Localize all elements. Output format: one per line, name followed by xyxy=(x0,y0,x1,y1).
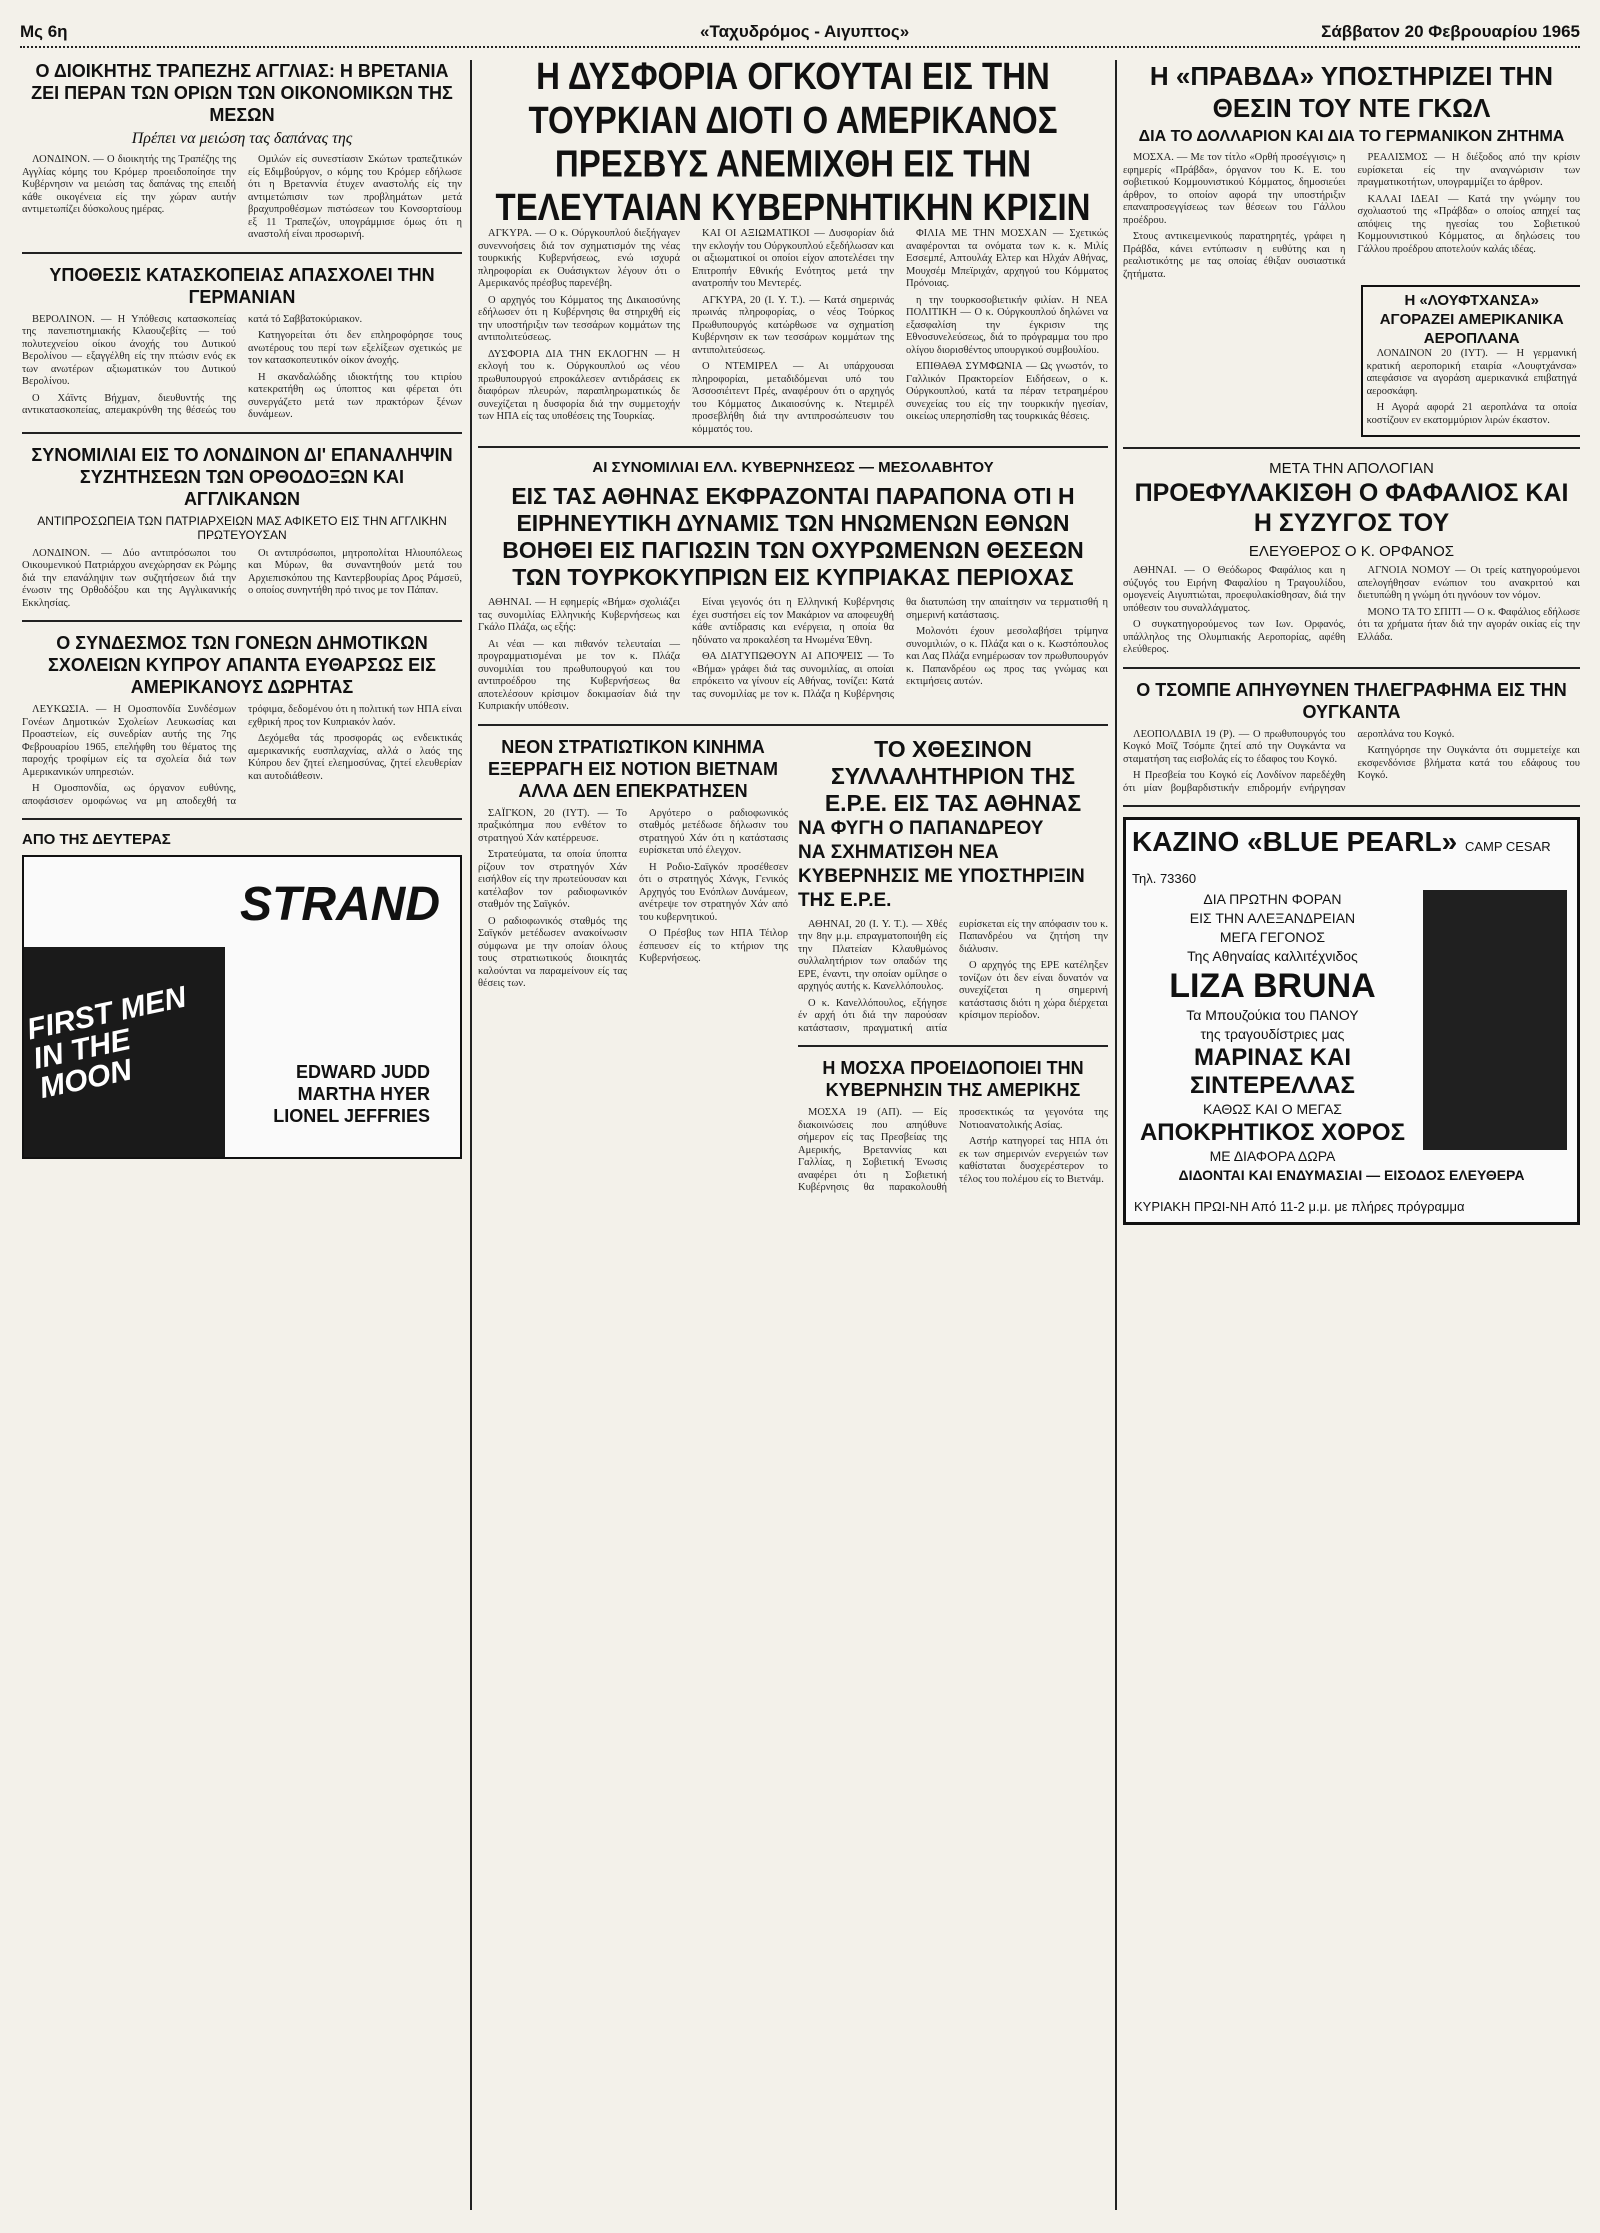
newspaper-name: «Ταχυδρόμος - Αιγυπτος» xyxy=(700,22,910,41)
article-orthodox-body: ΛΟΝΔΙΝΟΝ. — Δύο αντιπρόσωποι του Οικουμενικού Πατριάρχου ανεχώρησαν εκ Ρώμης διά την επανάληψιν των συζητήσεων διά την ένωσιν της Ορθοδόξου και της Αγγλικανικής Εκκλησίας. Οι αντιπρόσωποι, μητροπολίται Ηλιουπόλεως και Μύρων, θα συναντηθούν μετά του Αρχιεπισκόπου της Καντερβουρίας Δρος Ράμσεϋ, ο οποίος συνηντήθη πρό τινος με τον Πάπαν. xyxy=(22,547,462,609)
rally-demand-1: ΝΑ ΦΥΓΗ Ο ΠΑΠΑΝΔΡΕΟΥ xyxy=(798,817,1044,839)
center-column xyxy=(478,60,1108,2220)
vietnam-article: ΝΕΟΝ ΣΤΡΑΤΙΩΤΙΚΟΝ ΚΙΝΗΜΑ ΕΞΕΡΡΑΓΗ ΕΙΣ ΝΟΤΙΟΝ ΒΙΕΤΝΑΜ ΑΛΛΑ ΔΕΝ ΕΠΕΚΡΑΤΗΣΕΝ ΣΑΪΓΚΟΝ, 20 (ΙΥΤ). — Το πραξικόπημα που ενθέτον το στρατηγού Χάν κατέρρευσε. Στρατεύματα, τα οποία ύποπτα ρίζουν τον στρατηγόν Χάν εισήλθον είς την πρωτεύουσαν και κατέλαβον τον ραδιοφωνικόν σταθμόν της Σαϊγκόν. Ο ραδιοφωνικός σταθμός της Σαϊγκόν μετέδωσεν ανακοίνωσιν σύμφωνα με την οποίαν όλους τους στρατιωτικούς διοικητάς καλούνται να παραμείνουν είς τας θέσεις των. Αργότερο ο ραδιοφωνικός σταθμός μετέδωσε δήλωσιν του στρατηγού Χάν ότι η κατάστασις ευρίσκεται υπό έλεγχον. Η Ροδιο-Σαϊγκόν προσέθεσεν ότι ο στρατηγός Χάνγκ, Γενικός Αρχηγός του Ενόπλων Δυνάμεων, ανέτρεψε τον στρατηγόν Χάν από του κυβερνητικού. Ο Πρέσβυς των ΗΠΑ Τέιλορ έσπευσεν είς το κτήριον της Κυβερνήσεως. xyxy=(478,736,788,989)
subheadline-orfanos: ΕΛΕΥΘΕΡΟΣ Ο Κ. ΟΡΦΑΝΟΣ xyxy=(1248,543,1455,560)
headline-cyprus-parents: Ο ΣΥΝΔΕΣΜΟΣ ΤΩΝ ΓΟΝΕΩΝ ΔΗΜΟΤΙΚΩΝ ΣΧΟΛΕΙΩΝ ΚΥΠΡΟΥ ΑΠΑΝΤΑ ΕΥΘΑΡΣΩΣ ΕΙΣ ΑΜΕΡΙΚΑΝΟΥΣ ΔΩΡΗΤΑΣ xyxy=(48,633,436,697)
headline-athens-complaints: ΕΙΣ ΤΑΣ ΑΘΗΝΑΣ ΕΚΦΡΑΖΟΝΤΑΙ ΠΑΡΑΠΟΝΑ ΟΤΙ Η ΕΙΡΗΝΕΥΤΙΚΗ ΔΥΝΑΜΙΣ ΤΩΝ ΗΝΩΜΕΝΩΝ ΕΘΝΩΝ ΒΟΗΘΕΙ ΕΙΣ ΠΑΓΙΩΣΙΝ ΤΩΝ ΟΧΥΡΩΜΕΝΩΝ ΘΕΣΕΩΝ ΤΩΝ ΤΟΥΡΚΟΚΥΠΡΙΩΝ ΕΙΣ ΚΥΠΡΙΑΚΑΣ ΠΕΡΙΟΧΑΣ xyxy=(502,483,1084,590)
article-espionage-body: ΒΕΡΟΛΙΝΟΝ. — Η Υπόθεσις κατασκοπείας της πανεπιστημιακής Κλαουζεβίτς — τού πολυτεχνείου οίκου άνοχής του Δυτικού Βερολίνου — εξαγγέλθη είς την πτώσιν ενός εκ των ανωτέρων αξιωματικών του Δυτικού Βερολίνου. Ο Χάϊντς Βήχμαν, διευθυντής της αντικατασκοπείας, απεμακρύνθη της θέσεώς του κατά τό Σαββατοκύριακον. Κατηγορείται ότι δεν επληροφόρησε τους ανωτέρους του περί των εξελίξεων σχετικώς με τον κατασκοπευτικόν οίκον άνοχής. Η σκανδαλώδης ιδιοκτήτης του κτιρίου κατεκρατήθη ως ύποπτος και φέρεται ότι συνεργάζετο μετά των πρακτόρων ξένων δυνάμεων. xyxy=(22,313,462,420)
cinema-name: STRAND xyxy=(240,878,440,931)
ad-label: ΑΠΟ ΤΗΣ ΔΕΥΤΕΡΑΣ xyxy=(22,831,171,848)
article-athens-body: ΑΘΗΝΑΙ. — Η εφημερίς «Βήμα» σχολιάζει τας συνομιλίας Ελληνικής Κυβερνήσεως και Γκάλο Πλάζα, ως εξής: Αι νέαι — και πιθανόν τελευταίαι — προγραμματισμέναι με τον κ. Πλάζα συνομιλίαι του πρωθυπουργού και του αντιπροέδρου της Κυβερνήσεως θα αποτελέσουν κρίσιμον δοκιμασίαν διά την Κυπριακήν υπόθεσιν. Είναι γεγονός ότι η Ελληνική Κυβέρνησις έχει συστήσει είς τον Μακάριον να αποφευχθή κάθε αντίδρασις και ενέργεια, η οποία θα ηδύνατο να προκαλέση τα Ηνωμένα Έθνη. ΘΑ ΔΙΑΤΥΠΩΘΟΥΝ ΑΙ ΑΠΟΨΕΙΣ — Το «Βήμα» γράφει διά τας συνομιλίας, αι οποίαι επρόκειτο να γίνουν είς Αθήνας, τονίζει: Κατά τας συνομιλίας με τον κ. Πλάζα η Κυβέρνησις θα διατυπώση την απαίτησιν να τερματισθή η σημερινή κατάστασις. Μολονότι έχουν μεσολαβήσει τρίμηνα συνομιλιών, ο κ. Πλάζα και ο κ. Κωστόπουλος και Λας Πλάζα ενημέρωσαν τον πρωθυπουργόν κ. Παπανδρέου ως προς τας γνώμας και εκτιμήσεις αυτών. xyxy=(478,597,1108,712)
headline-ere-rally: ΤΟ ΧΘΕΣΙΝΟΝ ΣΥΛΛΑΛΗΤΗΡΙΟΝ ΤΗΣ Ε.Ρ.Ε. ΕΙΣ ΤΑΣ ΑΘΗΝΑΣ xyxy=(824,735,1082,816)
lead-headline-turkey: Η ΔΥΣΦΟΡΙΑ ΟΓΚΟΥΤΑΙ ΕΙΣ ΤΗΝ ΤΟΥΡΚΙΑΝ ΔΙΟΤΙ Ο ΑΜΕΡΙΚΑΝΟΣ ΠΡΕΣΒΥΣ ΑΝΕΜΙΧΘΗ ΕΙΣ ΤΗΝ ΤΕΛΕΥΤΑΙΑΝ ΚΥΒΕΡΝΗΤΙΚΗΝ ΚΡΙΣΙΝ xyxy=(495,60,1091,229)
subheadline-orthodox: ΑΝΤΙΠΡΟΣΩΠΕΙΑ ΤΩΝ ΠΑΤΡΙΑΡΧΕΙΩΝ ΜΑΣ ΑΦΙΚΕΤΟ ΕΙΣ ΤΗΝ ΑΓΓΛΙΚΗΝ ΠΡΩΤΕΥΟΥΣΑΝ xyxy=(37,513,447,542)
headline-tshombe: Ο ΤΣΟΜΠΕ ΑΠΗΥΘΥΝΕΝ ΤΗΛΕΓΡΑΦΗΜΑ ΕΙΣ ΤΗΝ ΟΥΓΚΑΝΤΑ xyxy=(1136,679,1567,722)
subheadline-pravda: ΔΙΑ ΤΟ ΔΟΛΛΑΡΙΟΝ ΚΑΙ ΔΙΑ ΤΟ ΓΕΡΜΑΝΙΚΟΝ ΖΗΤΗΜΑ xyxy=(1138,128,1565,145)
lead-article-body: ΑΓΚΥΡΑ. — Ο κ. Ούργκουπλού διεξήγαγεν συνεννοήσεις διά τον σχηματισμόν της νέας τουρκικής Κυβερνήσεως, ενώ ισχυρά πληροφορίαι εκ Ουάσιγκτων λέγουν ότι ο Αμερικανός πρέσβυς παρενέβη. Ο αρχηγός του Κόμματος της Δικαιοσύνης εδήλωσεν ότι η Κυβέρνησις θα στηριχθή είς την υποστήριξιν των τεσσάρων κομμάτων της αντιπολιτεύσεως. ΔΥΣΦΟΡΙΑ ΔΙΑ ΤΗΝ ΕΚΛΟΓΗΝ — Η εκλογή του κ. Ούργκουπλού ως νέου πρωθυπουργού επροκάλεσεν αντιδράσεις εκ διαφόρων πλευρών, παραπληρωματικώς δε συνεχίζεται η δυσφορία διά την συμμετοχήν των ΗΠΑ είς τας υποθέσεις της Τουρκίας. ΚΑΙ ΟΙ ΑΞΙΩΜΑΤΙΚΟΙ — Δυσφορίαν διά την εκλογήν του Ούργκουπλού εξεδήλωσαν και οι αξιωματικοί οι οποίοι είχον αποτελέσει την Επιτροπήν Εθνικής Ενότητος μετά την ανατροπήν του Μεντερές. ΑΓΚΥΡΑ, 20 (Ι. Υ. Τ.). — Κατά σημερινάς πρωινάς πληροφορίας, ο νέος Τούρκος Πρωθυπουργός κατώρθωσε να σχηματίση Κυβέρνησιν εκ των τεσσάρων κομμάτων της αντιπολιτεύσεως. Ο ΝΤΕΜΙΡΕΛ — Αι υπάρχουσαι πληροφορίαι, μεταδιδόμεναι υπό του Άσσοσιέιτεντ Πρές, αναφέρουν ότι ο αρχηγός του Κόμματος Δικαιοσύνης κ. Ντεμιρέλ προσεβλήθη διά την αντιπροσώπευσιν του κόμματός του. ΦΙΛΙΑ ΜΕ ΤΗΝ ΜΟΣΧΑΝ — Σχετικώς αναφέρονται τα ονόματα των κ. κ. Μιλίς Εσσεμπέ, Απτουλάχ Ελτερ και Ηλχάν Αθήνας, Μουχσέμ Μπεϊριχάν, αρχηγού του Κόμματος Πρόνοιας. η την τουρκοσοβιετικήν φιλίαν. Η ΝΕΑ ΠΟΛΙΤΙΚΗ — Ο κ. Ούργκουπλού δηλώνει να εξασφαλίση την έγκρισιν της Εθνοσυνελεύσεως, διά το πρόγραμμα του προ ολίγου διορισθέντος υπουργικού συμβουλίου. ΕΠΙΘΑΘΑ ΣΥΜΦΩΝΙΑ — Ως γνωστόν, το Γαλλικόν Πρακτορείον Ειδήσεων, ο κ. Ούργκουπλού, κατά τα πέραν τετραημέρου συνεχείας του είς την τουρκικήν ηγεσίαν, οικείως υπερησπίσθη τας τουρκικάς θέσεις. xyxy=(478,228,1108,435)
article-pravda-body: ΜΟΣΧΑ. — Με τον τίτλο «Ορθή προσέγγισις» η εφημερίς «Πράβδα», όργανον του Κ. Ε. του σοβιετικού Κομμουνιστικού Κόμματος, δημοσιεύει άρθρον, το οποίον αφορά την υποστήριξιν επαναπροσεγγίσεως των θέσεων του Γάλλου προέδρου. Στους αντικειμενικούς παρατηρητές, γράφει η Πράβδα, κάνει εντύπωσιν η ευθύτης και η ρεαλιστικότης με τας οποίας έθιξαν ουσιαστικά ζητήματα. ΡΕΑΛΙΣΜΟΣ — Η διέξοδος από την κρίσιν ευρίσκεται είς την αναγνώρισιν των πραγματικοτήτων, υπογραμμίζει το άρθρον. ΚΑΛΑΙ ΙΔΕΑΙ — Κατά την γνώμην του σχολιαστού της «Πράβδα» ο οποίος απηχεί τας απόψεις της ηγεσίας του Σοβιετικού Κομμουνιστικού Κόμματος, αι δηλώσεις του Γάλλου προέδρου αποτελούν καλάς ιδέας. xyxy=(1123,152,1580,280)
film-title: FIRST MEN IN THE MOON xyxy=(24,980,190,1106)
headline-orthodox-anglican: ΣΥΝΟΜΙΛΙΑΙ ΕΙΣ ΤΟ ΛΟΝΔΙΝΟΝ ΔΙ' ΕΠΑΝΑΛΗΨΙΝ ΣΥΖΗΤΗΣΕΩΝ ΤΩΝ ΟΡΘΟΔΟΞΩΝ ΚΑΙ ΑΓΓΛΙΚΑΝΩΝ xyxy=(31,444,453,509)
ere-rally-article: ΤΟ ΧΘΕΣΙΝΟΝ ΣΥΛΛΑΛΗΤΗΡΙΟΝ ΤΗΣ Ε.Ρ.Ε. ΕΙΣ ΤΑΣ ΑΘΗΝΑΣ ΝΑ ΦΥΓΗ Ο ΠΑΠΑΝΔΡΕΟΥ ΝΑ ΣΧΗΜΑΤΙΣΘΗ ΝΕΑ ΚΥΒΕΡΝΗΣΙΣ ΜΕ ΥΠΟΣΤΗΡΙΞΙΝ ΤΗΣ Ε.Ρ.Ε. ΑΘΗΝΑΙ, 20 (Ι. Υ. Τ.). — Χθές την 8ην μ.μ. επραγματοποιήθη είς την Πλατείαν Κλαυθμώνος συλλαλητήριον των οπαδών της ΕΡΕ, έναντι, την οποίαν ομίλησε ο αρχηγός αυτής κ. Κανελλόπουλος. Ο κ. Κανελλόπουλος, εξήγησε έν αρχή ότι διά την παρούσαν κατάστασιν, πραγματική αιτία ευρίσκεται είς την απόφασιν του κ. Παπανδρέου να ζητήση την διάλυσιν. Ο αρχηγός της ΕΡΕ κατέληξεν τονίζων ότι δεν είναι δυνατόν να συνεχίζεται η σημερινή κατάστασις διότι η χώρα διέρχεται κρίσιμον περίοδον. Η ΜΟΣΧΑ ΠΡΟΕΙΔΟΠΟΙΕΙ ΤΗΝ ΚΥΒΕΡΝΗΣΙΝ ΤΗΣ ΑΜΕΡΙΚΗΣ ΜΟΣΧΑ 19 (ΑΠ). — Είς διακοινώσεις που απηύθυνε σήμερον είς τας Πρεσβείας της Αμερικής, Βρεταννίας και Γαλλίας, η Σοβιετική Ένωσις αναφέρει ότι η Σοβιετική Κυβέρνησις θα παρακολουθή προσεκτικώς τα γεγονότα της Νοτιοανατολικής Ασίας. Αστήρ κατηγορεί τας ΗΠΑ ότι εκ των σημερινών ενεργειών των καθίσταται δυσχερέστερον το τέλος του πολέμου είς το Βιετνάμ. xyxy=(798,735,1108,1193)
cinema-ad xyxy=(22,855,462,1159)
page-number: Μς 6η xyxy=(20,22,68,41)
headline-vietnam-coup: ΝΕΟΝ ΣΤΡΑΤΙΩΤΙΚΟΝ ΚΙΝΗΜΑ ΕΞΕΡΡΑΓΗ ΕΙΣ ΝΟΤΙΟΝ ΒΙΕΤΝΑΜ ΑΛΛΑ ΔΕΝ ΕΠΕΚΡΑΤΗΣΕΝ xyxy=(488,736,778,801)
sunday-program: ΚΥΡΙΑΚΗ ΠΡΩΙ-ΝΗ Από 11-2 μ.μ. με πλήρες πρόγραμμα xyxy=(1134,1199,1465,1214)
kicker-apology: ΜΕΤΑ ΤΗΝ ΑΠΟΛΟΓΙΑΝ xyxy=(1269,460,1434,477)
performer-name: LIZA BRUNA xyxy=(1169,967,1376,1005)
casino-ad: ΚΑΖΙΝΟ «BLUE PEARL» CAMP CESAR Τηλ. 73360 ΔΙΑ ΠΡΩΤΗΝ ΦΟΡΑΝ ΕΙΣ ΤΗΝ ΑΛΕΞΑΝΔΡΕΙΑΝ ΜΕΓΑ ΓΕΓΟΝΟΣ Της Αθηναίας καλλιτέχνιδος LIZA BRUNA Τα Μπουζούκια του ΠΑΝΟΥ της τραγουδίστριες μας ΜΑΡΙΝΑΣ ΚΑΙ ΣΙΝΤΕΡΕΛΛΑΣ ΚΑΘΩΣ ΚΑΙ Ο ΜΕΓΑΣ ΑΠΟΚΡΗΤΙΚΟΣ ΧΟΡΟΣ ΜΕ ΔΙΑΦΟΡΑ ΔΩΡΑ ΔΙΔΟΝΤΑΙ ΚΑΙ ΕΝΔΥΜΑΣΙΑΙ — ΕΙΣΟΔΟΣ ΕΛΕΥΘΕΡΑ ΚΥΡΙΑΚΗ ΠΡΩΙ-ΝΗ Από 11-2 μ.μ. με πλήρες πρόγραμμα xyxy=(1123,817,1580,1225)
rally-demand-2: ΝΑ ΣΧΗΜΑΤΙΣΘΗ ΝΕΑ ΚΥΒΕΡΝΗΣΙΣ ΜΕ ΥΠΟΣΤΗΡΙΞΙΝ ΤΗΣ Ε.Ρ.Ε. xyxy=(798,841,1085,911)
subheadline-bank: Πρέπει να μειώση τας δαπάνας της xyxy=(131,130,353,147)
headline-pravda: Η «ΠΡΑΒΔΑ» ΥΠΟΣΤΗΡΙΖΕΙ ΤΗΝ ΘΕΣΙΝ ΤΟΥ ΝΤΕ ΓΚΩΛ xyxy=(1149,61,1554,123)
article-tshombe-body: ΛΕΟΠΟΛΔΒΙΛ 19 (Ρ). — Ο πρωθυπουργός του Κογκό Μοϊζ Τσόμπε ζητεί από την Ουγκάντα να σταματήση τας εισβολάς είς το έδαφος του Κογκό. Η Πρεσβεία του Κογκό είς Λονδίνον παρεδέχθη ότι μίαν βομβαρδιστικήν επιδρομήν ενήργησαν αεροπλάνα του Κογκό. Κατηγόρησε την Ουγκάντα ότι συμμετείχε και εκσφενδόνισε βλήματα κατά του εδάφους του Κογκό. xyxy=(1123,728,1580,794)
headline-fafalios: ΠΡΟΕΦΥΛΑΚΙΣΘΗ Ο ΦΑΦΑΛΙΟΣ ΚΑΙ Η ΣΥΖΥΓΟΣ ΤΟΥ xyxy=(1134,479,1569,537)
headline-lufthansa: Η «ΛΟΥΦΤΧΑΝΣΑ» ΑΓΟΡΑΖΕΙ ΑΜΕΡΙΚΑΝΙΚΑ ΑΕΡΟΠΛΑΝΑ xyxy=(1379,292,1564,347)
film-cast: EDWARD JUDD MARTHA HYER LIONEL JEFFRIES xyxy=(273,1062,430,1126)
masthead xyxy=(20,20,1580,48)
casino-name: ΚΑΖΙΝΟ «BLUE PEARL» CAMP CESAR Τηλ. 73360 xyxy=(1132,826,1551,886)
headline-espionage: ΥΠΟΘΕΣΙΣ ΚΑΤΑΣΚΟΠΕΙΑΣ ΑΠΑΣΧΟΛΕΙ ΤΗΝ ΓΕΡΜΑΝΙΑΝ xyxy=(49,264,435,307)
performer-photo xyxy=(1423,890,1567,1150)
article-fafalios-body: ΑΘΗΝΑΙ. — Ο Θεόδωρος Φαφάλιος και η σύζυγός του Ειρήνη Φαφαλίου η Τραγουλίδου, ομογενείς Αιγυπτιώται, προεφυλακίσθησαν, διά την υπόθεσιν του συναλλάγματος. Ο συγκατηγορούμενος των Ιων. Ορφανός, υπάλληλος της Ολυμπιακής Αεροπορίας, αφέθη ελεύθερος. ΑΓΝΟΙΑ ΝΟΜΟΥ — Οι τρείς κατηγορούμενοι απελογήθησαν ενώπιον του ανακριτού και διετυπώθη η γνώμη ότι ηγνόουν τον νόμον. ΜΟΝΟ ΤΑ ΤΟ ΣΠΙΤΙ — Ο κ. Φαφάλιος εδήλωσε ότι τα χρήματα ήταν διά την αγοράν οικίας είς την Ελλάδα. xyxy=(1123,565,1580,655)
article-cyprus-parents-body: ΛΕΥΚΩΣΙΑ. — Η Ομοσπονδία Συνδέσμων Γονέων Δημοτικών Σχολείων Λευκωσίας και Προαστείων, είς συνεδρίαν αυτής της 7ης Φεβρουαρίου 1965, επελήφθη του θέματος της παροχής τροφίμων είς τα σχολεία διά των Αμερικανικών υπηρεσιών. Η Ομοσπονδία, ως όργανον ευθύνης, αποφάσισεν ομοφώνως να μη αποδεχθή τα τρόφιμα, δεδομένου ότι η πολιτική των ΗΠΑ είναι εχθρική προς τον Κυπριακόν λαόν. Δεχόμεθα τάς προσφοράς ως ενδεικτικάς αμερικανικής ευσπλαχνίας, αλλά ο λαός της Κύπρου δεν ζητεί ελεημοσύνας, ζητεί ελευθερίαν και αυτοδιάθεσιν. xyxy=(22,704,462,807)
article-bank-body: ΛΟΝΔΙΝΟΝ. — Ο διοικητής της Τραπέζης της Αγγλίας κόμης του Κρόμερ προειδοποίησε την Κυβέρνησιν να μειώση τας δαπάνας της επειδή κάθε οικογένεια είς την χώραν αυτήν αντιμετωπίζει δύσκολους ημέρας. Ομιλών είς συνεστίασιν Σκώτων τραπεζιτικών είς Εδιμβούργον, ο κόμης του Κρόμερ εδήλωσε ότι η Βρεταννία έτυχεν αναστολής είς την αντιμετώπισιν των προβλημάτων μετά βραχυπροθέσμων πιστώσεων του Κονσορτσίουμ εξ 11 Τραπεζών, υπογράμμισε όμως ότι η αναστολή είναι προσωρινή. xyxy=(22,154,462,240)
kicker-mediator: ΑΙ ΣΥΝΟΜΙΛΙΑΙ ΕΛΛ. ΚΥΒΕΡΝΗΣΕΩΣ — ΜΕΣΟΛΑΒΗΤΟΥ xyxy=(592,459,994,476)
left-column xyxy=(22,60,462,2220)
issue-date: Σάββατον 20 Φεβρουαρίου 1965 xyxy=(1321,22,1580,41)
right-column xyxy=(1123,60,1580,2220)
headline-moscow-warns: Η ΜΟΣΧΑ ΠΡΟΕΙΔΟΠΟΙΕΙ ΤΗΝ ΚΥΒΕΡΝΗΣΙΝ ΤΗΣ ΑΜΕΡΙΚΗΣ xyxy=(822,1058,1084,1100)
headline-bank-of-england: Ο ΔΙΟΙΚΗΤΗΣ ΤΡΑΠΕΖΗΣ ΑΓΓΛΙΑΣ: Η ΒΡΕΤΑΝΙΑ ΖΕΙ ΠΕΡΑΝ ΤΩΝ ΟΡΙΩΝ ΤΩΝ ΟΙΚΟΝΟΜΙΚΩΝ ΤΗΣ ΜΕΣΩΝ xyxy=(31,61,453,125)
lufthansa-box: Η «ΛΟΥΦΤΧΑΝΣΑ» ΑΓΟΡΑΖΕΙ ΑΜΕΡΙΚΑΝΙΚΑ ΑΕΡΟΠΛΑΝΑ ΛΟΝΔΙΝΟΝ 20 (ΙΥΤ). — Η γερμανική κρατική αεροπορική εταιρία «Λουφτχάνσα» απεφάσισε να αγοράση αμερικανικά επιβατηγά αεροσκάφη. Η Αγορά αφορά 21 αεροπλάνα τα οποία κοστίζουν εν εκατομμύριον λιρών έκαστον. xyxy=(1361,285,1580,437)
